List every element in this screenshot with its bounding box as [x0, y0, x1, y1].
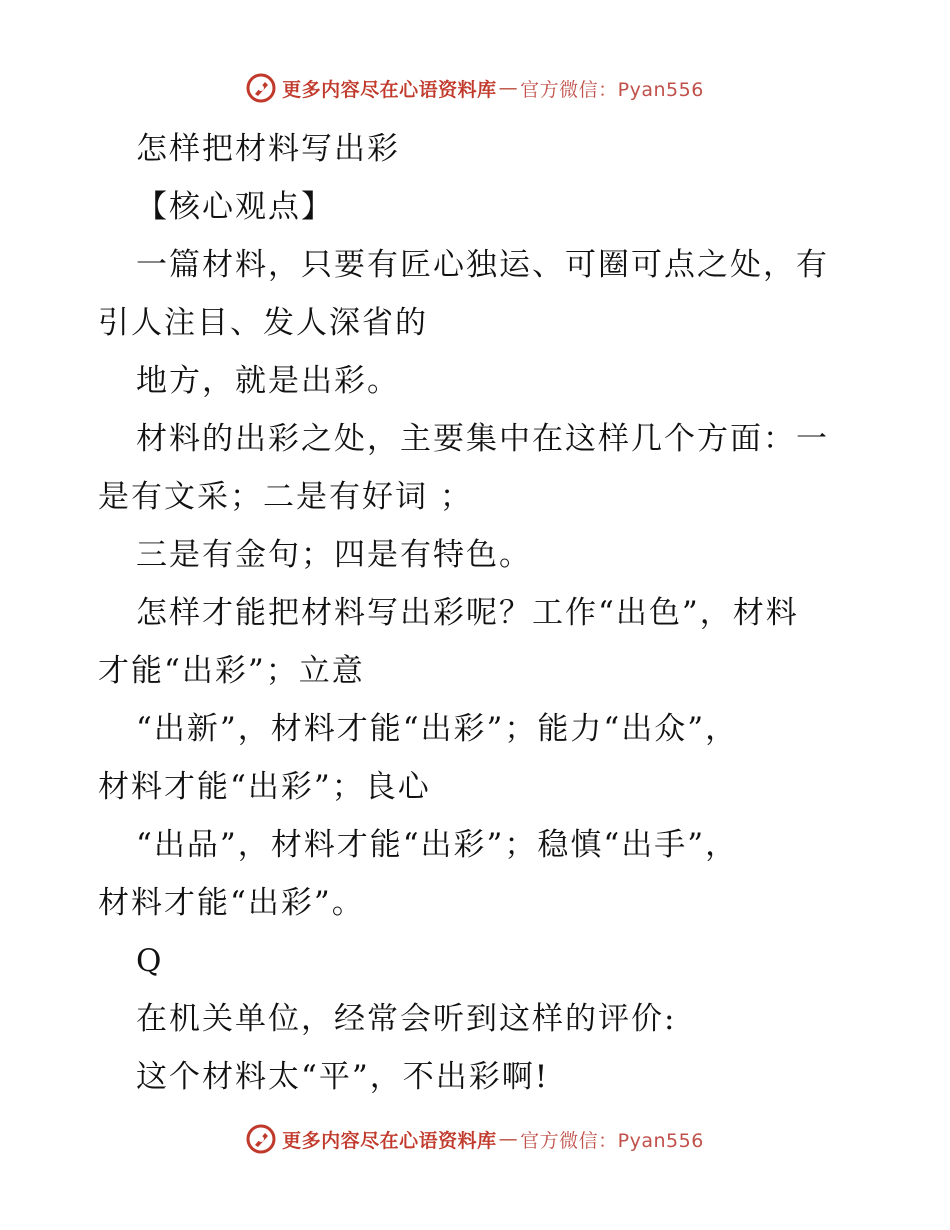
paragraph-line: 一篇材料，只要有匠心独运、可圈可点之处，有 [136, 247, 829, 283]
watermark-main-text: 更多内容尽在心语资料库 [282, 78, 497, 101]
paragraph-line: “出新”，材料才能“出彩”；能力“出众”， [136, 711, 739, 747]
watermark-separator: — [498, 1128, 519, 1150]
paragraph-line: 材料的出彩之处，主要集中在这样几个方面：一 [136, 421, 829, 457]
paragraph-line: 这个材料太“平”，不出彩啊! [136, 1059, 550, 1095]
paragraph-line: 三是有金句；四是有特色。 [136, 537, 532, 573]
paragraph-line: 引人注目、发人深省的 [98, 305, 428, 341]
watermark-wechat-text: 官方微信：Pyan556 [520, 1129, 704, 1152]
paragraph-line: “出品”，材料才能“出彩”；稳慎“出手”， [136, 827, 739, 863]
pen-logo-icon [246, 73, 276, 103]
paragraph-line: 是有文采；二是有好词 ； [98, 479, 473, 515]
header-watermark [0, 73, 950, 103]
paragraph-line: 地方，就是出彩。 [136, 363, 400, 399]
paragraph-line: 材料才能“出彩”。 [98, 885, 365, 921]
footer-watermark [0, 1124, 950, 1154]
document-body [98, 120, 858, 1106]
paragraph-line: 在机关单位，经常会听到这样的评价: [136, 1001, 677, 1037]
paragraph-line: 材料才能“出彩”；良心 [98, 769, 431, 805]
pen-logo-icon [246, 1124, 276, 1154]
watermark-main-text: 更多内容尽在心语资料库 [282, 1129, 497, 1152]
paragraph-line: 怎样才能把材料写出彩呢？工作“出色”，材料 [136, 595, 799, 631]
paragraph-line: 才能“出彩”；立意 [98, 653, 365, 689]
paragraph-line: Q [136, 943, 164, 979]
watermark-wechat-text: 官方微信：Pyan556 [520, 78, 704, 101]
watermark-separator: — [498, 77, 519, 99]
section-heading: 【核心观点】 [136, 189, 334, 225]
doc-title: 怎样把材料写出彩 [136, 131, 400, 167]
